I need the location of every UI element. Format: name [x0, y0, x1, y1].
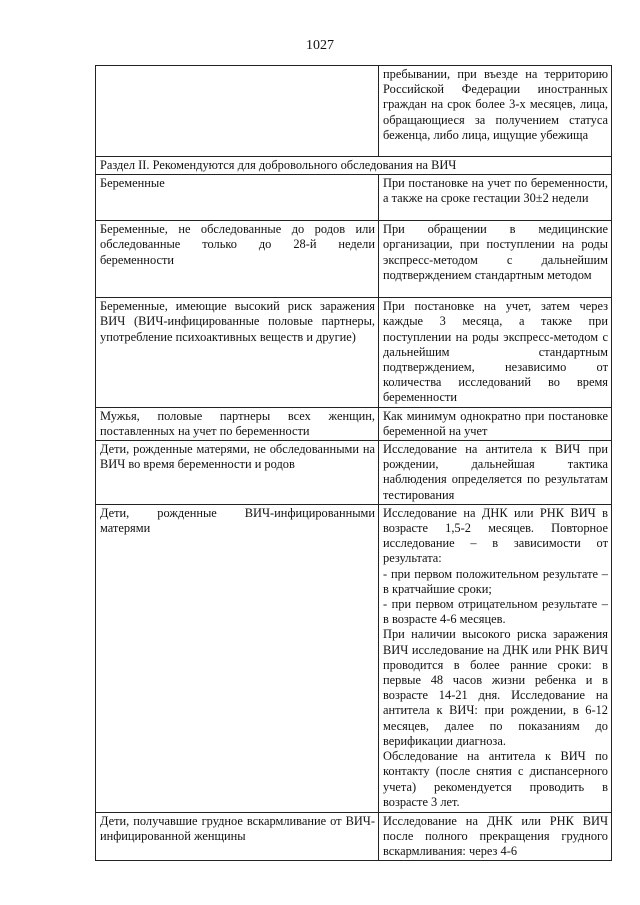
- table-row: [96, 812, 612, 861]
- paragraph: - при первом положительном результате – в кратчайшие сроки;: [383, 566, 608, 596]
- section-row: [96, 157, 612, 175]
- table-cell-terms: пребывании, при въезде на территорию Российской Федерации иностранных граждан на срок более 3-х месяцев, лица, обращающиеся за получением статуса беженца, либо лица, ищущие убежища: [379, 66, 612, 157]
- section-title: Раздел II. Рекомендуются для добровольного обследования на ВИЧ: [96, 157, 612, 175]
- paragraph: Исследование на ДНК или РНК ВИЧ в возрасте 1,5-2 месяцев. Повторное исследование – в зависимости от результата:: [383, 505, 608, 566]
- table-cell-group: Дети, рожденные матерями, не обследованными на ВИЧ во время беременности и родов: [96, 441, 379, 505]
- table-cell-terms: При обращении в медицинские организации, при поступлении на роды экспресс-методом с дальнейшим подтверждением стандартным методом: [379, 221, 612, 298]
- table-row: [96, 504, 612, 812]
- table-cell-terms: При постановке на учет по беременности, а также на сроке гестации 30±2 недели: [379, 175, 612, 221]
- table-row: [96, 66, 612, 157]
- table-row: [96, 407, 612, 440]
- table-cell-terms: Как минимум однократно при постановке беременной на учет: [379, 407, 612, 440]
- page-number: 1027: [306, 38, 334, 53]
- table-row: [96, 221, 612, 298]
- table-cell-group: Беременные, не обследованные до родов или обследованные только до 28-й недели беременности: [96, 221, 379, 298]
- paragraph: При наличии высокого риска заражения ВИЧ исследование на ДНК или РНК ВИЧ проводится в более ранние сроки: в первые 48 часов жизни ребенка и в возрасте 14-21 дня. Исследование на антитела к ВИЧ: при рождении, в 6-12 месяцев, далее по показаниям до верификации диагноза.: [383, 627, 608, 748]
- table-cell-group: [96, 66, 379, 157]
- table-cell-group: Дети, рожденные ВИЧ-инфицированными матерями: [96, 504, 379, 812]
- table-cell-group: Мужья, половые партнеры всех женщин, поставленных на учет по беременности: [96, 407, 379, 440]
- table-row: [96, 441, 612, 505]
- paragraph: - при первом отрицательном результате – в возрасте 4-6 месяцев.: [383, 597, 608, 627]
- table-row: [96, 175, 612, 221]
- paragraph: Обследование на антитела к ВИЧ по контакту (после снятия с диспансерного учета) рекомендуется проводить в возрасте 3 лет.: [383, 749, 608, 809]
- table-cell-terms: Исследование на антитела к ВИЧ при рождении, дальнейшая тактика наблюдения определяется по результатам тестирования: [379, 441, 612, 505]
- table-cell-terms: При постановке на учет, затем через каждые 3 месяца, а также при поступлении на роды экспресс-методом с дальнейшим стандартным подтверждением, независимо от количества исследований во время беременности: [379, 298, 612, 407]
- table-cell-group: Беременные: [96, 175, 379, 221]
- table-cell-group: Беременные, имеющие высокий риск заражения ВИЧ (ВИЧ-инфицированные половые партнеры, употребление психоактивных веществ и другие): [96, 298, 379, 407]
- table-row: [96, 298, 612, 407]
- table-cell-terms: Исследование на ДНК или РНК ВИЧ после полного прекращения грудного вскармливания: через 4-6: [379, 812, 612, 861]
- table-cell-group: Дети, получавшие грудное вскармливание от ВИЧ-инфицированной женщины: [96, 812, 379, 861]
- hiv-screening-table: [95, 65, 612, 861]
- table-cell-terms: [379, 504, 612, 812]
